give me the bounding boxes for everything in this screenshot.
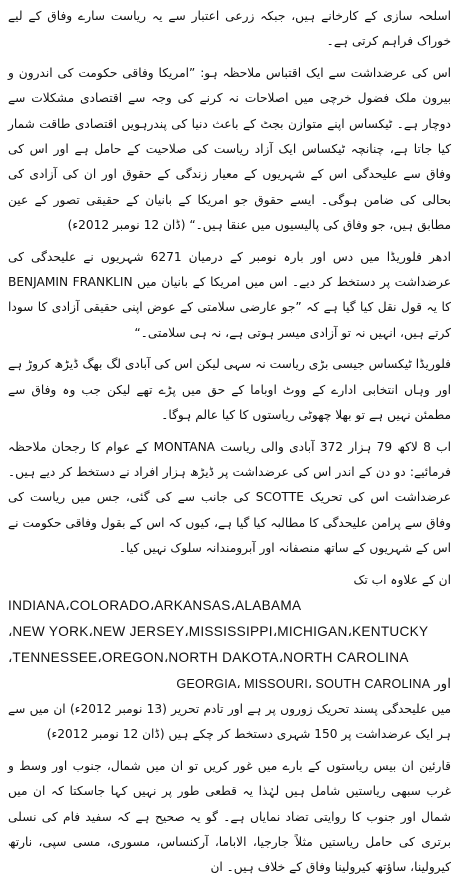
states-joiner: اور xyxy=(434,675,451,691)
paragraph: قارئین ان بیس ریاستوں کے بارے میں غور کریں تو ان میں شمال، جنوب اور وسط و غرب سبھی ریاستیں شامل ہیں لہٰذا یہ قطعی طور پر نہیں کہا جاسکتا کہ ان میں شمال اور جنوب کا روایتی تضاد نمایاں ہے۔ گو یہ صحیح ہے کہ سفید فام کی نسلی برتری کی حامل ریاستیں مثلاً جارجیا، الاباما، آرکنساس، مسوری، مسی سپی، نارتھ کیرولینا، ساؤتھ کیرولینا وفاق کے خلاف ہیں۔ ان xyxy=(8,758,451,875)
paragraph: اسلحہ سازی کے کارخانے ہیں، جبکہ زرعی اعتبار سے یہ ریاست سارے وفاق کے لیے خوراک فراہم کرتی ہے۔ xyxy=(8,9,451,49)
paragraph: اس کی عرضداشت سے ایک اقتباس ملاحظہ ہو: ”امریکا وفاقی حکومت کی اندرون و بیرون ملک فضول خرچی میں اصلاحات نہ کرنے کی وجہ سے اقتصادی مشکلات سے دوچار ہے۔ ٹیکساس اپنے متوازن بجٹ کے باعث دنیا کی پندرہویں اقتصادی طاقت شمار کیا جاتا ہے، چنانچہ ٹیکساس ایک آزاد ریاست کی صلاحیت کے حامل ہے اور اس کی وفاق سے علیحدگی اس کے شہریوں کے معیار زندگی کے حقوق اور ان کی آزادی کی بحالی کی ضامن ہوگی۔ ایسے حقوق جو امریکا کے بانیان کے حقیقی تصور کے عین مطابق ہیں، جو وفاق کی پالیسیوں میں عنقا ہیں۔“ (ڈان 12 نومبر 2012ء) xyxy=(8,65,451,233)
paragraph: ان کے علاوہ اب تک xyxy=(353,572,451,587)
paragraph: میں علیحدگی پسند تحریک زوروں پر ہے اور تادم تحریر (13 نومبر 2012ء) ان میں سے ہر ایک عرضداشت پر 150 شہری دستخط کر چکے ہیں (ڈان 12 نومبر 2012ء) xyxy=(8,701,451,742)
states-list-line xyxy=(8,671,451,697)
paragraph: ادھر فلوریڈا میں دس اور بارہ نومبر کے درمیان 6271 شہریوں نے علیحدگی کی عرضداشت پر دستخط کر دیے۔ اس میں امریکا کے بانیان میں BENJAMIN FRANKLIN کا یہ قول نقل کیا گیا ہے کہ ”جو عارضی سلامتی کے عوض اپنی حقیقی آزادی کا سودا کرتے ہیں، انہیں نہ تو آزادی میسر ہوتی ہے، نہ ہی سلامتی۔“ xyxy=(8,249,451,340)
states-list-last: GEORGIA، MISSOURI، SOUTH CAROLINA xyxy=(176,676,431,691)
states-list-line: ،TENNESSEE،OREGON،NORTH DAKOTA،NORTH CAROLINA xyxy=(8,649,409,665)
states-list-line: INDIANA،COLORADO،ARKANSAS،ALABAMA xyxy=(8,597,302,613)
paragraph: اب 8 لاکھ 79 ہزار 372 آبادی والی ریاست MONTANA کے عوام کا رجحان ملاحظہ فرمائیے: دو دن کے اندر اس کی عرضداشت پر ڈیڑھ ہزار افراد نے دستخط کر دیے ہیں۔ عرضداشت اس کی تحریک SCOTTE کی جانب سے کی گئی، جس میں ریاست کی وفاق سے پرامن علیحدگی کا مطالبہ کیا گیا ہے، کیوں کہ اس کے بقول وفاقی حکومت نے اس کے شہریوں کے ساتھ منصفانہ اور آبرومندانہ سلوک نہیں کیا۔ xyxy=(8,439,451,556)
states-list-line: ،NEW YORK،NEW JERSEY،MISSISSIPPI،MICHIGAN،KENTUCKY xyxy=(8,623,429,639)
paragraph: فلوریڈا ٹیکساس جیسی بڑی ریاست نہ سہی لیکن اس کی آبادی لگ بھگ ڈیڑھ کروڑ ہے اور وہاں انتخابی ادارے کے ووٹ اوباما کے حق میں پڑے تھے لیکن جب وہ وفاق سے مطمئن نہیں ہے تو بھلا چھوٹی ریاستوں کا کیا عالم ہوگا۔ xyxy=(8,357,451,423)
